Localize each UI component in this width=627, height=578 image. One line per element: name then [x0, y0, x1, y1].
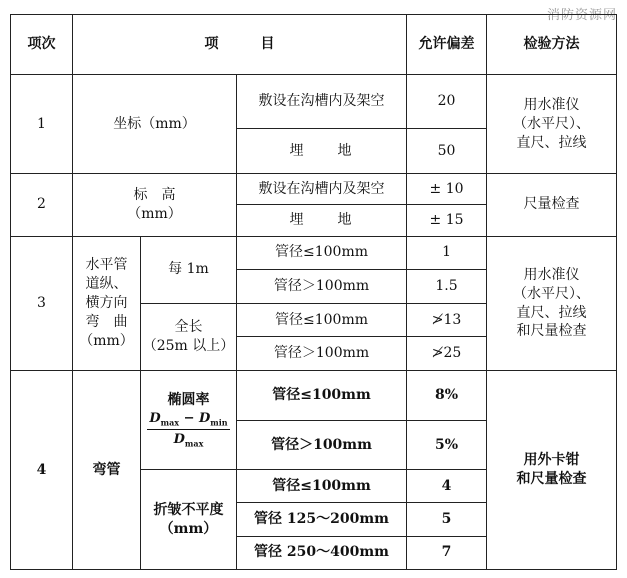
tolerance-value: ± 10 [407, 174, 487, 205]
item-name: 标 高 （mm） [73, 174, 237, 236]
item-number: 1 [11, 75, 73, 174]
ovality-label: 椭圆率 [167, 391, 210, 408]
item-name: 弯管 [73, 371, 141, 570]
tolerance-value: 7 [407, 536, 487, 569]
check-method: 用水准仪 （水平尺）、 直尺、拉线 和尺量检查 [487, 236, 617, 371]
sub-item: 敷设在沟槽内及架空 [237, 75, 407, 128]
header-row [11, 15, 617, 75]
sub-group-ovality [141, 371, 237, 470]
item-name: 坐标（mm） [73, 75, 237, 174]
sub-item: 埋 地 [237, 205, 407, 236]
tolerance-table [10, 14, 617, 570]
table-row [11, 236, 617, 269]
item-number: 2 [11, 174, 73, 236]
sub-item: 管径≤100mm [237, 304, 407, 337]
formula-numerator: $D_{max} - D_{min}$ [147, 410, 229, 430]
tolerance-value: ± 15 [407, 205, 487, 236]
table-row [11, 174, 617, 205]
table-row [11, 75, 617, 128]
check-method: 尺量检查 [487, 174, 617, 236]
sub-item: 管径≤100mm [237, 470, 407, 503]
ovality-formula [147, 410, 229, 450]
header-item: 项 目 [73, 15, 407, 75]
tolerance-value: 20 [407, 75, 487, 128]
tolerance-value: ≯13 [407, 304, 487, 337]
check-method: 用外卡钳 和尺量检查 [487, 371, 617, 570]
table-row [11, 371, 617, 420]
watermark: 消防资源网 [546, 8, 617, 23]
tolerance-value: 5% [407, 420, 487, 469]
sub-item: 管径＞100mm [237, 269, 407, 303]
item-name: 水平管 道纵、 横方向 弯 曲 （mm） [73, 236, 141, 371]
tolerance-value: ≯25 [407, 337, 487, 371]
sub-group: 折皱不平度 （mm） [141, 470, 237, 570]
formula-denominator: $D_{max}$ [173, 432, 204, 449]
tolerance-value: 5 [407, 503, 487, 536]
sub-item: 管径 125～200mm [237, 503, 407, 536]
sub-item: 管径＞100mm [237, 420, 407, 469]
sub-item: 管径≤100mm [237, 236, 407, 269]
check-method: 用水准仪 （水平尺）、 直尺、拉线 [487, 75, 617, 174]
tolerance-value: 1 [407, 236, 487, 269]
sub-group: 每 1m [141, 236, 237, 303]
tolerance-value: 1.5 [407, 269, 487, 303]
item-number: 3 [11, 236, 73, 371]
sub-group: 全长 （25m 以上） [141, 304, 237, 371]
sub-item: 管径≤100mm [237, 371, 407, 420]
header-tolerance: 允许偏差 [407, 15, 487, 75]
sub-item: 埋 地 [237, 128, 407, 173]
sub-item: 管径 250～400mm [237, 536, 407, 569]
header-method: 检验方法 [487, 15, 617, 75]
tolerance-value: 4 [407, 470, 487, 503]
header-index: 项次 [11, 15, 73, 75]
sub-item: 管径＞100mm [237, 337, 407, 371]
tolerance-value: 8% [407, 371, 487, 420]
sub-item: 敷设在沟槽内及架空 [237, 174, 407, 205]
item-number: 4 [11, 371, 73, 570]
tolerance-value: 50 [407, 128, 487, 173]
